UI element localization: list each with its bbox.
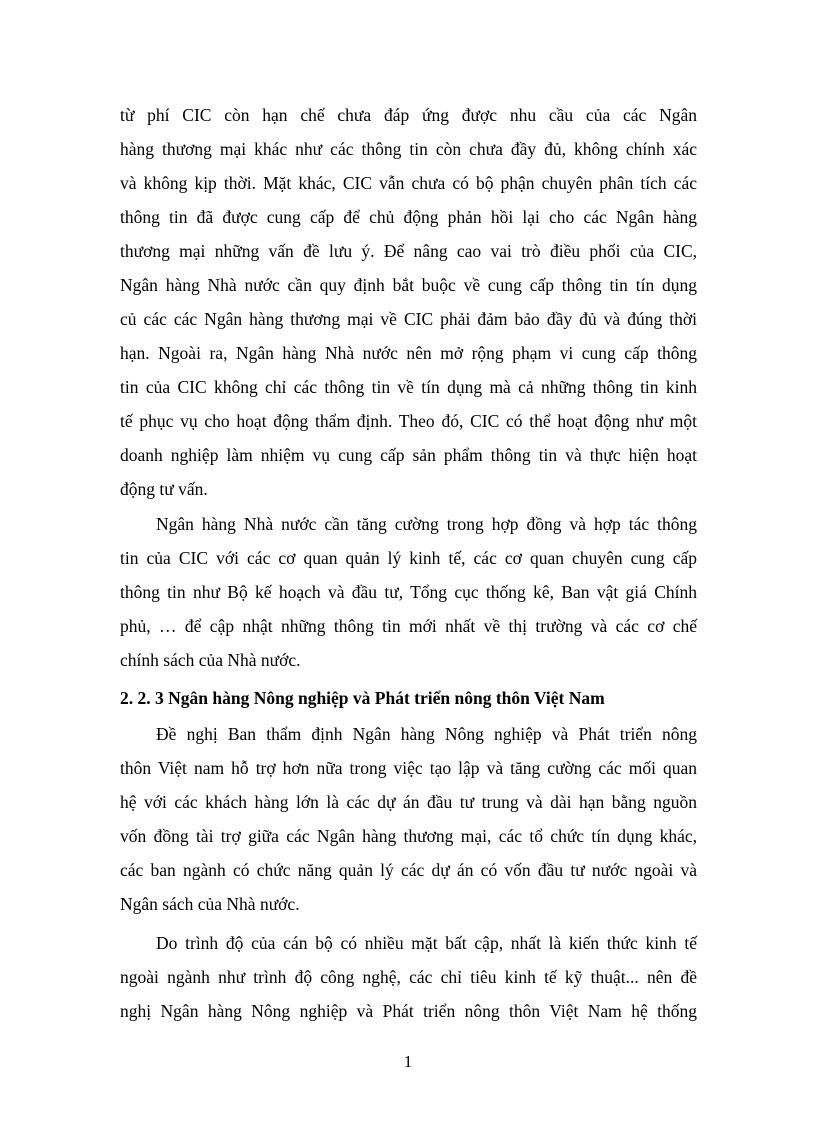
paragraph-4-line-2: ngoài ngành như trình độ công nghệ, các chỉ tiêu kinh tế kỹ thuật... nên đề (120, 967, 697, 987)
paragraph-1-line-7: củ các các Ngân hàng thương mại về CIC phải đảm bảo đầy đủ và đúng thời (120, 309, 697, 329)
paragraph-1-line-12: động tư vấn. (120, 479, 208, 499)
paragraph-4-line-1: Do trình độ của cán bộ có nhiều mặt bất cập, nhất là kiến thức kinh tế (156, 933, 697, 953)
paragraph-2-line-3: thông tin như Bộ kế hoạch và đầu tư, Tổng cục thống kê, Ban vật giá Chính (120, 582, 697, 602)
paragraph-2-line-2: tin của CIC với các cơ quan quản lý kinh tế, các cơ quan chuyên cung cấp (120, 548, 697, 568)
paragraph-2-line-5: chính sách của Nhà nước. (120, 650, 301, 670)
paragraph-1-line-4: thông tin đã được cung cấp để chủ động phản hồi lại cho các Ngân hàng (120, 207, 697, 227)
paragraph-1-line-6: Ngân hàng Nhà nước cần quy định bắt buộc về cung cấp thông tin tín dụng (120, 275, 697, 295)
paragraph-1-line-3: và không kịp thời. Mặt khác, CIC vẫn chưa có bộ phận chuyên phân tích các (120, 173, 697, 193)
paragraph-3-line-4: vốn đồng tài trợ giữa các Ngân hàng thương mại, các tổ chức tín dụng khác, (120, 826, 697, 846)
paragraph-1-line-5: thương mại những vấn đề lưu ý. Để nâng cao vai trò điều phối của CIC, (120, 241, 697, 261)
paragraph-1-line-9: tin của CIC không chỉ các thông tin về tín dụng mà cả những thông tin kinh (120, 377, 697, 397)
paragraph-3-line-3: hệ với các khách hàng lớn là các dự án đầu tư trung và dài hạn bằng nguồn (120, 792, 697, 812)
paragraph-3-line-5: các ban ngành có chức năng quản lý các dự án có vốn đầu tư nước ngoài và (120, 860, 697, 880)
paragraph-1-line-8: hạn. Ngoài ra, Ngân hàng Nhà nước nên mở rộng phạm vi cung cấp thông (120, 343, 697, 363)
paragraph-3-line-6: Ngân sách của Nhà nước. (120, 894, 300, 914)
paragraph-1-line-11: doanh nghiệp làm nhiệm vụ cung cấp sản phẩm thông tin và thực hiện hoạt (120, 445, 697, 465)
paragraph-1-line-2: hàng thương mại khác như các thông tin còn chưa đầy đủ, không chính xác (120, 139, 697, 159)
paragraph-2-line-1: Ngân hàng Nhà nước cần tăng cường trong hợp đồng và hợp tác thông (156, 514, 697, 534)
paragraph-4-line-3: nghị Ngân hàng Nông nghiệp và Phát triển nông thôn Việt Nam hệ thống (120, 1001, 697, 1021)
paragraph-3-line-1: Đề nghị Ban thẩm định Ngân hàng Nông nghiệp và Phát triển nông (156, 724, 697, 744)
page-number: 1 (403, 1052, 413, 1071)
paragraph-2-line-4: phủ, … để cập nhật những thông tin mới nhất về thị trường và các cơ chế (120, 616, 697, 636)
paragraph-1-line-10: tế phục vụ cho hoạt động thẩm định. Theo đó, CIC có thể hoạt động như một (120, 411, 697, 431)
paragraph-3-line-2: thôn Việt nam hỗ trợ hơn nữa trong việc tạo lập và tăng cường các mối quan (120, 758, 697, 778)
paragraph-1-line-1: từ phí CIC còn hạn chế chưa đáp ứng được nhu cầu của các Ngân (120, 105, 697, 125)
section-heading: 2. 2. 3 Ngân hàng Nông nghiệp và Phát triển nông thôn Việt Nam (120, 688, 605, 708)
